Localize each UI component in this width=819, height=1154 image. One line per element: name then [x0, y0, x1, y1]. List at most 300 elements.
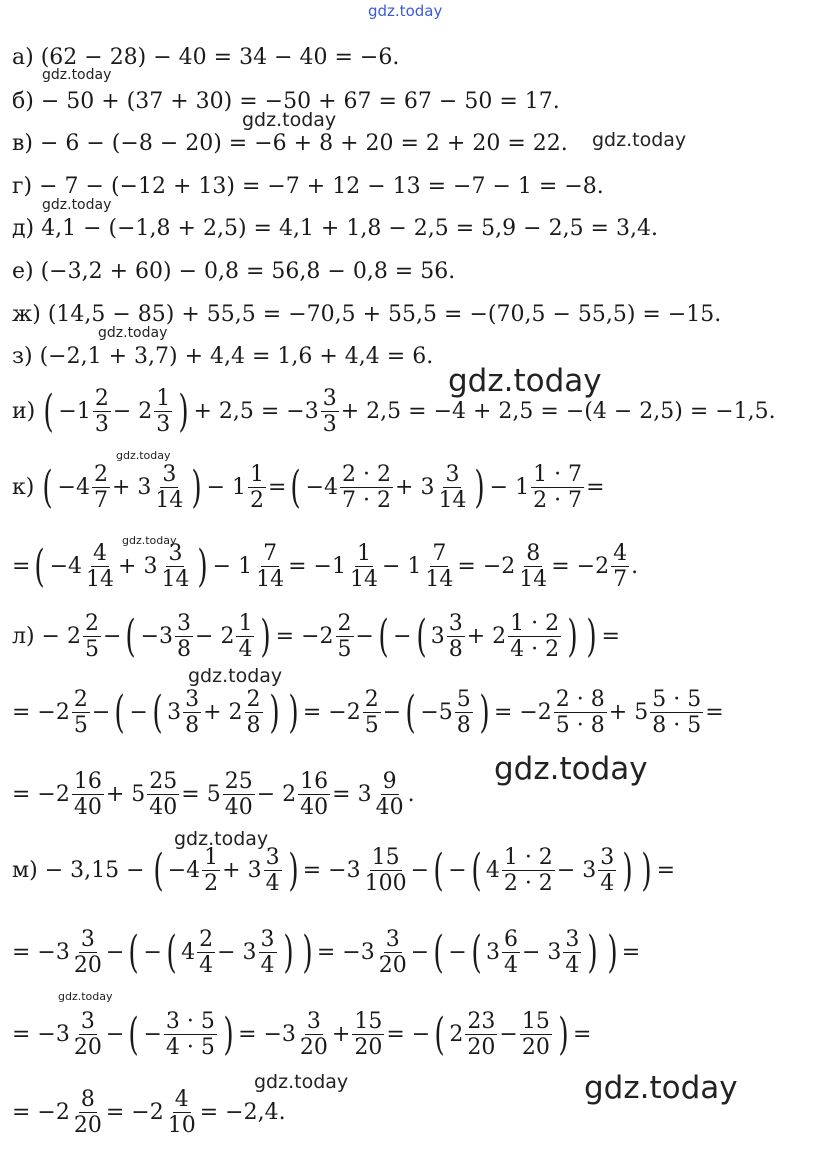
expr: −	[143, 1022, 162, 1048]
numerator: 3	[260, 927, 275, 952]
expr: =	[586, 475, 605, 501]
numerator: 6	[503, 927, 518, 952]
denominator: 4	[199, 953, 214, 979]
numerator: 3	[265, 845, 280, 870]
expr: −	[393, 624, 412, 650]
fraction	[340, 463, 393, 512]
denominator: 40	[224, 795, 253, 821]
numerator: 23	[467, 1009, 496, 1034]
expr: = 5	[181, 782, 221, 808]
paren: (	[128, 1008, 140, 1060]
fraction	[245, 688, 263, 737]
numerator: 1	[156, 386, 171, 411]
watermark-large: gdz.today	[584, 1070, 738, 1106]
paren: (	[125, 610, 137, 662]
solution-line-a: а) (62 − 28) − 40 = 34 − 40 = −6.	[12, 45, 400, 70]
expr: − 1	[381, 554, 422, 580]
solution-line-g: г) − 7 − (−12 + 13) = −7 + 12 − 13 = −7 − 1 = −8.	[12, 174, 604, 199]
denominator: 4	[265, 871, 280, 897]
denominator: 2 · 7	[533, 488, 583, 514]
denominator: 20	[467, 1035, 496, 1061]
paren: )	[606, 926, 618, 978]
fraction	[84, 542, 116, 591]
denominator: 8	[246, 713, 261, 739]
denominator: 14	[425, 567, 454, 593]
denominator: 5	[84, 637, 99, 663]
watermark-large: gdz.today	[494, 751, 648, 787]
numerator: 1 · 2	[503, 845, 553, 870]
denominator: 7 · 2	[342, 488, 392, 514]
numerator: 3	[80, 927, 95, 952]
expr: + 5	[105, 782, 146, 808]
fraction	[159, 542, 191, 591]
expr: −4	[49, 554, 83, 580]
watermark: gdz.today	[122, 534, 177, 547]
watermark: gdz.today	[58, 990, 113, 1003]
expr: −4	[57, 475, 90, 501]
paren: (	[152, 844, 164, 896]
paren: (	[152, 686, 163, 738]
expr: =	[621, 940, 641, 966]
numerator: 4	[174, 1087, 189, 1112]
denominator: 20	[73, 1113, 102, 1139]
watermark: gdz.today	[98, 325, 168, 341]
paren: )	[223, 1008, 234, 1060]
denominator: 14	[349, 567, 378, 593]
fraction	[531, 463, 584, 512]
denominator: 2 · 2	[503, 871, 553, 897]
paren: )	[302, 926, 313, 978]
denominator: 14	[161, 567, 190, 593]
numerator: 9	[382, 769, 397, 794]
fraction	[175, 612, 193, 661]
denominator: 3	[94, 412, 109, 438]
expr: + 5	[608, 700, 649, 726]
watermark: gdz.today	[42, 197, 112, 213]
expr: −	[355, 624, 374, 650]
denominator: 4	[503, 953, 518, 979]
expr: + 2	[203, 700, 243, 726]
denominator: 40	[300, 795, 329, 821]
solution-line-m-4	[12, 1088, 286, 1137]
paren: (	[290, 461, 302, 513]
expr: − 1	[206, 475, 246, 501]
fraction	[436, 463, 468, 512]
fraction	[248, 463, 266, 512]
expr: + 3	[222, 858, 262, 884]
fraction	[298, 1010, 330, 1059]
fraction	[321, 387, 339, 436]
watermark: gdz.today	[188, 665, 283, 687]
expr: −	[410, 940, 430, 966]
solution-line-m-3	[12, 1010, 591, 1059]
fraction	[508, 612, 561, 661]
paren-open: (	[43, 385, 54, 437]
expr: = −1	[288, 554, 346, 580]
expr: 3	[167, 700, 182, 726]
denominator: 40	[73, 795, 102, 821]
numerator: 3	[177, 611, 192, 636]
paren: (	[378, 610, 389, 662]
fraction	[554, 688, 607, 737]
expr: .	[407, 782, 415, 808]
expr: 4	[181, 940, 196, 966]
watermark: gdz.today	[116, 449, 171, 462]
fraction	[83, 612, 101, 661]
expr: −	[499, 1022, 518, 1048]
solution-line-l	[12, 612, 620, 661]
expr: .	[631, 554, 639, 580]
denominator: 8	[177, 637, 192, 663]
label: м) − 3,15 −	[12, 858, 145, 884]
denominator: 7	[613, 567, 628, 593]
paren: )	[288, 686, 299, 738]
fraction	[336, 612, 354, 661]
solution-line-m	[12, 846, 675, 895]
fraction	[236, 612, 254, 661]
expr: +	[331, 1022, 351, 1048]
expr: − 3	[556, 858, 597, 884]
expr: − 2	[112, 399, 153, 425]
numerator: 5 · 5	[652, 687, 702, 712]
expr: = −2,4.	[199, 1100, 286, 1126]
watermark: gdz.today	[242, 109, 337, 131]
numerator: 3	[306, 1009, 321, 1034]
denominator: 14	[256, 567, 285, 593]
solution-line-v: в) − 6 − (−8 − 20) = −6 + 8 + 20 = 2 + 20 = 22.	[12, 131, 568, 156]
expr: = −2	[105, 1100, 164, 1126]
denominator: 20	[73, 1035, 102, 1061]
denominator: 14	[86, 567, 115, 593]
numerator: 25	[224, 769, 253, 794]
expr: = −3	[302, 858, 361, 884]
paren: (	[114, 686, 126, 738]
paren-close: )	[178, 385, 190, 437]
denominator: 14	[519, 567, 548, 593]
watermark: gdz.today	[174, 828, 269, 850]
expr: 3	[485, 940, 500, 966]
numerator: 3	[185, 687, 200, 712]
fraction	[254, 542, 286, 591]
fraction	[164, 1010, 217, 1059]
paren: )	[260, 610, 272, 662]
fraction	[264, 846, 282, 895]
numerator: 2	[93, 462, 108, 487]
expr: −	[382, 700, 402, 726]
paren: )	[641, 844, 653, 896]
numerator: 3 · 5	[165, 1009, 215, 1034]
denominator: 3	[322, 412, 337, 438]
expr: − 3	[217, 940, 257, 966]
denominator: 5 · 8	[555, 713, 605, 739]
numerator: 3	[168, 541, 183, 566]
paren: )	[587, 926, 599, 978]
fraction	[259, 928, 277, 977]
fraction	[72, 770, 104, 819]
fraction	[563, 928, 581, 977]
paren: (	[42, 461, 54, 513]
expr: 3	[430, 624, 445, 650]
denominator: 8	[185, 713, 200, 739]
fraction	[374, 770, 406, 819]
expr: − 3	[521, 940, 562, 966]
fraction	[517, 542, 549, 591]
denominator: 4 · 2	[510, 637, 560, 663]
fraction	[465, 1010, 497, 1059]
expr: = −2	[12, 700, 70, 726]
paren: (	[434, 1008, 445, 1060]
numerator: 2	[337, 611, 352, 636]
paren: )	[622, 844, 633, 896]
fraction	[520, 1010, 552, 1059]
numerator: 3	[600, 845, 615, 870]
numerator: 2	[199, 927, 214, 952]
expr: −1	[58, 399, 91, 425]
denominator: 40	[375, 795, 404, 821]
denominator: 5	[73, 713, 88, 739]
fraction	[348, 542, 380, 591]
fraction	[650, 688, 703, 737]
expr: = −2	[551, 554, 610, 580]
expr: = −	[386, 1022, 431, 1048]
expr: − 2	[256, 782, 297, 808]
denominator: 14	[155, 488, 184, 514]
denominator: 4	[600, 871, 615, 897]
numerator: 25	[149, 769, 178, 794]
label: и)	[12, 399, 36, 425]
expr: −	[410, 858, 430, 884]
solution-line-m-2	[12, 928, 640, 977]
paren: )	[479, 686, 490, 738]
fraction	[93, 387, 111, 436]
fraction	[352, 1010, 384, 1059]
expr: − 1	[489, 475, 530, 501]
paren: (	[433, 926, 444, 978]
solution-line-k-2	[12, 542, 638, 591]
numerator: 7	[432, 541, 447, 566]
expr: −	[448, 940, 467, 966]
numerator: 1	[250, 462, 264, 487]
solution-line-e: е) (−3,2 + 60) − 0,8 = 56,8 − 0,8 = 56.	[12, 259, 456, 284]
paren: (	[471, 926, 482, 978]
expr: =	[601, 624, 620, 650]
expr: −4	[167, 858, 201, 884]
expr: −	[102, 624, 122, 650]
fraction	[363, 846, 409, 895]
fraction	[153, 463, 185, 512]
denominator: 20	[354, 1035, 383, 1061]
expr: = −2	[12, 1100, 70, 1126]
fraction	[147, 770, 179, 819]
solution-line-l-3	[12, 770, 415, 819]
paren: )	[288, 844, 299, 896]
expr: =	[573, 1022, 592, 1048]
paren: (	[34, 540, 46, 592]
expr: −	[448, 858, 467, 884]
denominator: 4	[260, 953, 275, 979]
numerator: 1	[204, 845, 219, 870]
denominator: 100	[364, 871, 407, 897]
expr: = −3	[12, 940, 70, 966]
numerator: 1 · 7	[533, 462, 583, 487]
denominator: 8	[448, 637, 463, 663]
fraction	[363, 688, 381, 737]
numerator: 1 · 2	[510, 611, 560, 636]
fraction	[72, 1088, 104, 1137]
denominator: 14	[438, 488, 467, 514]
fraction	[92, 463, 110, 512]
fraction	[611, 542, 629, 591]
expr: = −2	[302, 700, 361, 726]
denominator: 2	[250, 488, 264, 514]
solution-line-b: б) − 50 + (37 + 30) = −50 + 67 = 67 − 50 = 17.	[12, 89, 560, 114]
expr: = −3	[12, 1022, 70, 1048]
solution-line-d: д) 4,1 − (−1,8 + 2,5) = 4,1 + 1,8 − 2,5 = 5,9 − 2,5 = 3,4.	[12, 216, 658, 241]
numerator: 2	[364, 687, 379, 712]
fraction	[423, 542, 455, 591]
denominator: 20	[521, 1035, 550, 1061]
fraction	[502, 928, 520, 977]
paren: )	[567, 610, 578, 662]
numerator: 2 · 8	[555, 687, 605, 712]
fraction	[598, 846, 616, 895]
denominator: 7	[93, 488, 108, 514]
expr: 2	[449, 1022, 464, 1048]
paren: (	[128, 926, 140, 978]
expr: + 3	[118, 554, 158, 580]
numerator: 16	[73, 769, 102, 794]
fraction	[298, 770, 330, 819]
fraction	[447, 612, 465, 661]
expr: −	[105, 940, 125, 966]
paren: (	[166, 926, 177, 978]
denominator: 5	[364, 713, 379, 739]
paren: (	[471, 844, 482, 896]
denominator: 20	[299, 1035, 328, 1061]
numerator: 7	[263, 541, 278, 566]
fraction	[202, 846, 220, 895]
paren: )	[558, 1008, 569, 1060]
expr: =	[705, 700, 724, 726]
numerator: 5	[456, 687, 471, 712]
numerator: 3	[80, 1009, 95, 1034]
expr: + 3	[111, 475, 152, 501]
denominator: 20	[378, 953, 407, 979]
fraction	[455, 688, 473, 737]
denominator: 4	[238, 637, 253, 663]
expr: −	[91, 700, 111, 726]
watermark-top: gdz.today	[368, 2, 443, 20]
expr: − 1	[212, 554, 253, 580]
fraction	[183, 688, 201, 737]
paren: )	[282, 926, 294, 978]
expr: + 2,5 = −4 + 2,5 = −(4 − 2,5) = −1,5.	[340, 399, 776, 425]
expr: −	[129, 700, 148, 726]
expr: + 2	[466, 624, 507, 650]
expr: = −3	[316, 940, 375, 966]
numerator: 3	[162, 462, 177, 487]
expr: + 3	[395, 475, 435, 501]
numerator: 8	[80, 1087, 95, 1112]
expr: −5	[420, 700, 453, 726]
denominator: 3	[156, 412, 171, 438]
fraction	[197, 928, 215, 977]
numerator: 3	[445, 462, 460, 487]
expr: = −2	[493, 700, 552, 726]
expr: + 2,5 = −3	[193, 399, 319, 425]
fraction	[377, 928, 409, 977]
denominator: 4	[565, 953, 580, 979]
paren: )	[197, 540, 209, 592]
solution-line-l-2	[12, 688, 724, 737]
paren: (	[415, 610, 427, 662]
fraction	[223, 770, 255, 819]
numerator: 2 · 2	[342, 462, 392, 487]
solution-line-i	[12, 387, 776, 436]
expr: −	[143, 940, 162, 966]
watermark: gdz.today	[254, 1071, 349, 1093]
fraction	[166, 1088, 198, 1137]
denominator: 8 · 5	[652, 713, 702, 739]
paren: )	[191, 461, 203, 513]
expr: = 3	[332, 782, 372, 808]
expr: = −3	[238, 1022, 296, 1048]
numerator: 3	[385, 927, 400, 952]
expr: =	[12, 554, 31, 580]
fraction	[72, 1010, 104, 1059]
fraction	[72, 688, 90, 737]
fraction	[72, 928, 104, 977]
numerator: 2	[84, 611, 99, 636]
watermark: gdz.today	[592, 129, 687, 151]
denominator: 40	[149, 795, 178, 821]
expr: − 2	[195, 624, 235, 650]
expr: −3	[140, 624, 174, 650]
numerator: 4	[93, 541, 108, 566]
numerator: 3	[565, 927, 580, 952]
expr: 4	[485, 858, 500, 884]
expr: =	[268, 475, 287, 501]
watermark-large: gdz.today	[448, 363, 602, 399]
numerator: 2	[73, 687, 88, 712]
paren: )	[586, 610, 598, 662]
numerator: 3	[448, 611, 463, 636]
expr: −	[105, 1022, 125, 1048]
denominator: 2	[204, 871, 219, 897]
denominator: 8	[456, 713, 471, 739]
numerator: 1	[356, 541, 371, 566]
fraction	[154, 387, 172, 436]
expr: −4	[305, 475, 339, 501]
solution-line-k	[12, 463, 605, 512]
denominator: 5	[337, 637, 352, 663]
numerator: 4	[613, 541, 628, 566]
fraction	[502, 846, 555, 895]
paren: )	[268, 686, 280, 738]
denominator: 4 · 5	[165, 1035, 215, 1061]
numerator: 8	[526, 541, 541, 566]
numerator: 15	[521, 1009, 550, 1034]
paren: (	[433, 844, 444, 896]
paren: )	[474, 461, 486, 513]
numerator: 15	[371, 845, 400, 870]
numerator: 1	[238, 611, 253, 636]
expr: =	[656, 858, 676, 884]
denominator: 10	[167, 1113, 196, 1139]
solution-line-z: з) (−2,1 + 3,7) + 4,4 = 1,6 + 4,4 = 6.	[12, 344, 434, 369]
watermark: gdz.today	[42, 67, 112, 83]
numerator: 2	[94, 386, 109, 411]
